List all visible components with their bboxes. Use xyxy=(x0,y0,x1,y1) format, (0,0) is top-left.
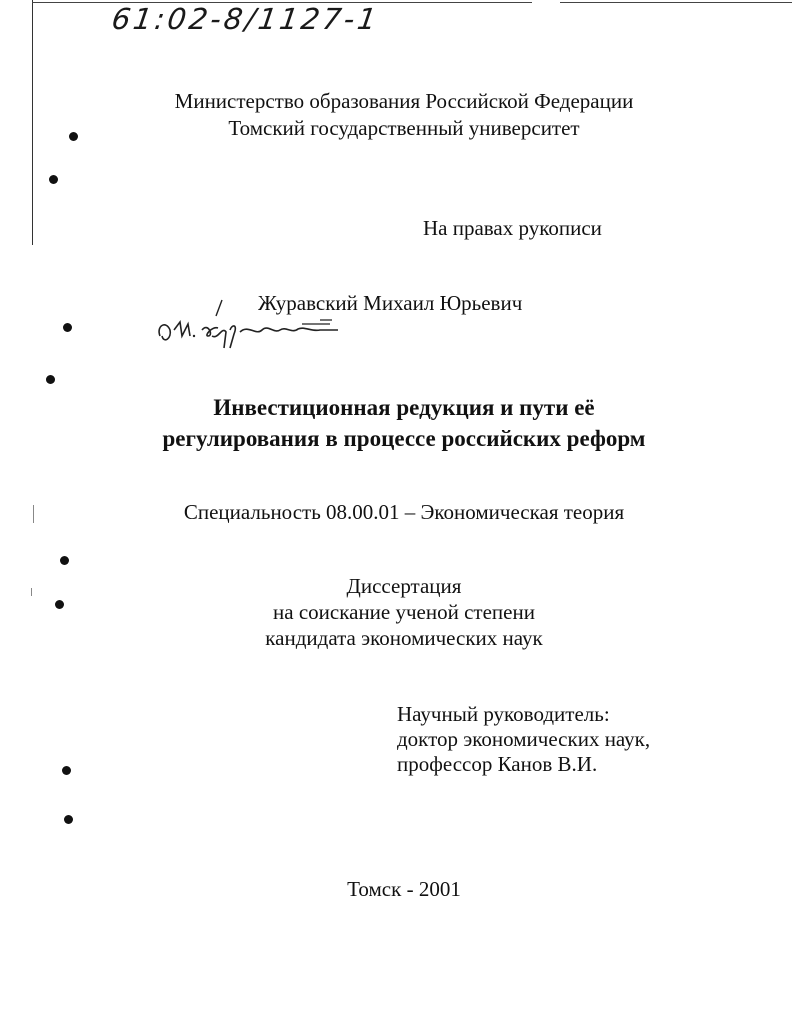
supervisor-block xyxy=(397,702,650,777)
dissertation-block xyxy=(8,573,792,651)
university-name: Томский государственный университет xyxy=(228,116,580,140)
binding-hole-mark xyxy=(69,132,78,141)
city-year: Томск - 2001 xyxy=(347,877,461,901)
specialty: Специальность 08.00.01 – Экономическая теория xyxy=(183,500,625,524)
dissertation-line-2: на соискание ученой степени xyxy=(273,600,535,624)
author-name: Журавский Михаил Юрьевич xyxy=(258,291,523,315)
dissertation-title xyxy=(8,392,792,454)
dissertation-line-1: Диссертация xyxy=(346,574,462,598)
title-line-1: Инвестиционная редукция и пути её xyxy=(213,395,595,420)
supervisor-label: Научный руководитель: xyxy=(397,702,610,726)
binding-hole-mark xyxy=(63,323,72,332)
supervisor-degree: доктор экономических наук, xyxy=(397,727,651,751)
frame-line-top-right xyxy=(560,2,792,3)
scan-edge-mark xyxy=(33,505,34,523)
title-line-2: регулирования в процессе российских реформ xyxy=(162,426,646,451)
binding-hole-mark xyxy=(55,600,64,609)
binding-hole-mark xyxy=(60,556,69,565)
scan-edge-mark xyxy=(31,588,32,596)
supervisor-name: профессор Канов В.И. xyxy=(397,752,598,776)
binding-hole-mark xyxy=(62,766,71,775)
binding-hole-mark xyxy=(46,375,55,384)
binding-hole-mark xyxy=(49,175,58,184)
rights-note: На правах рукописи xyxy=(423,216,602,240)
binding-hole-mark xyxy=(64,815,73,824)
archive-stamp-code: 61:02-8/1127-1 xyxy=(109,2,382,36)
dissertation-line-3: кандидата экономических наук xyxy=(265,626,543,650)
header-block xyxy=(8,88,792,142)
ministry-name: Министерство образования Российской Федерации xyxy=(174,89,634,113)
